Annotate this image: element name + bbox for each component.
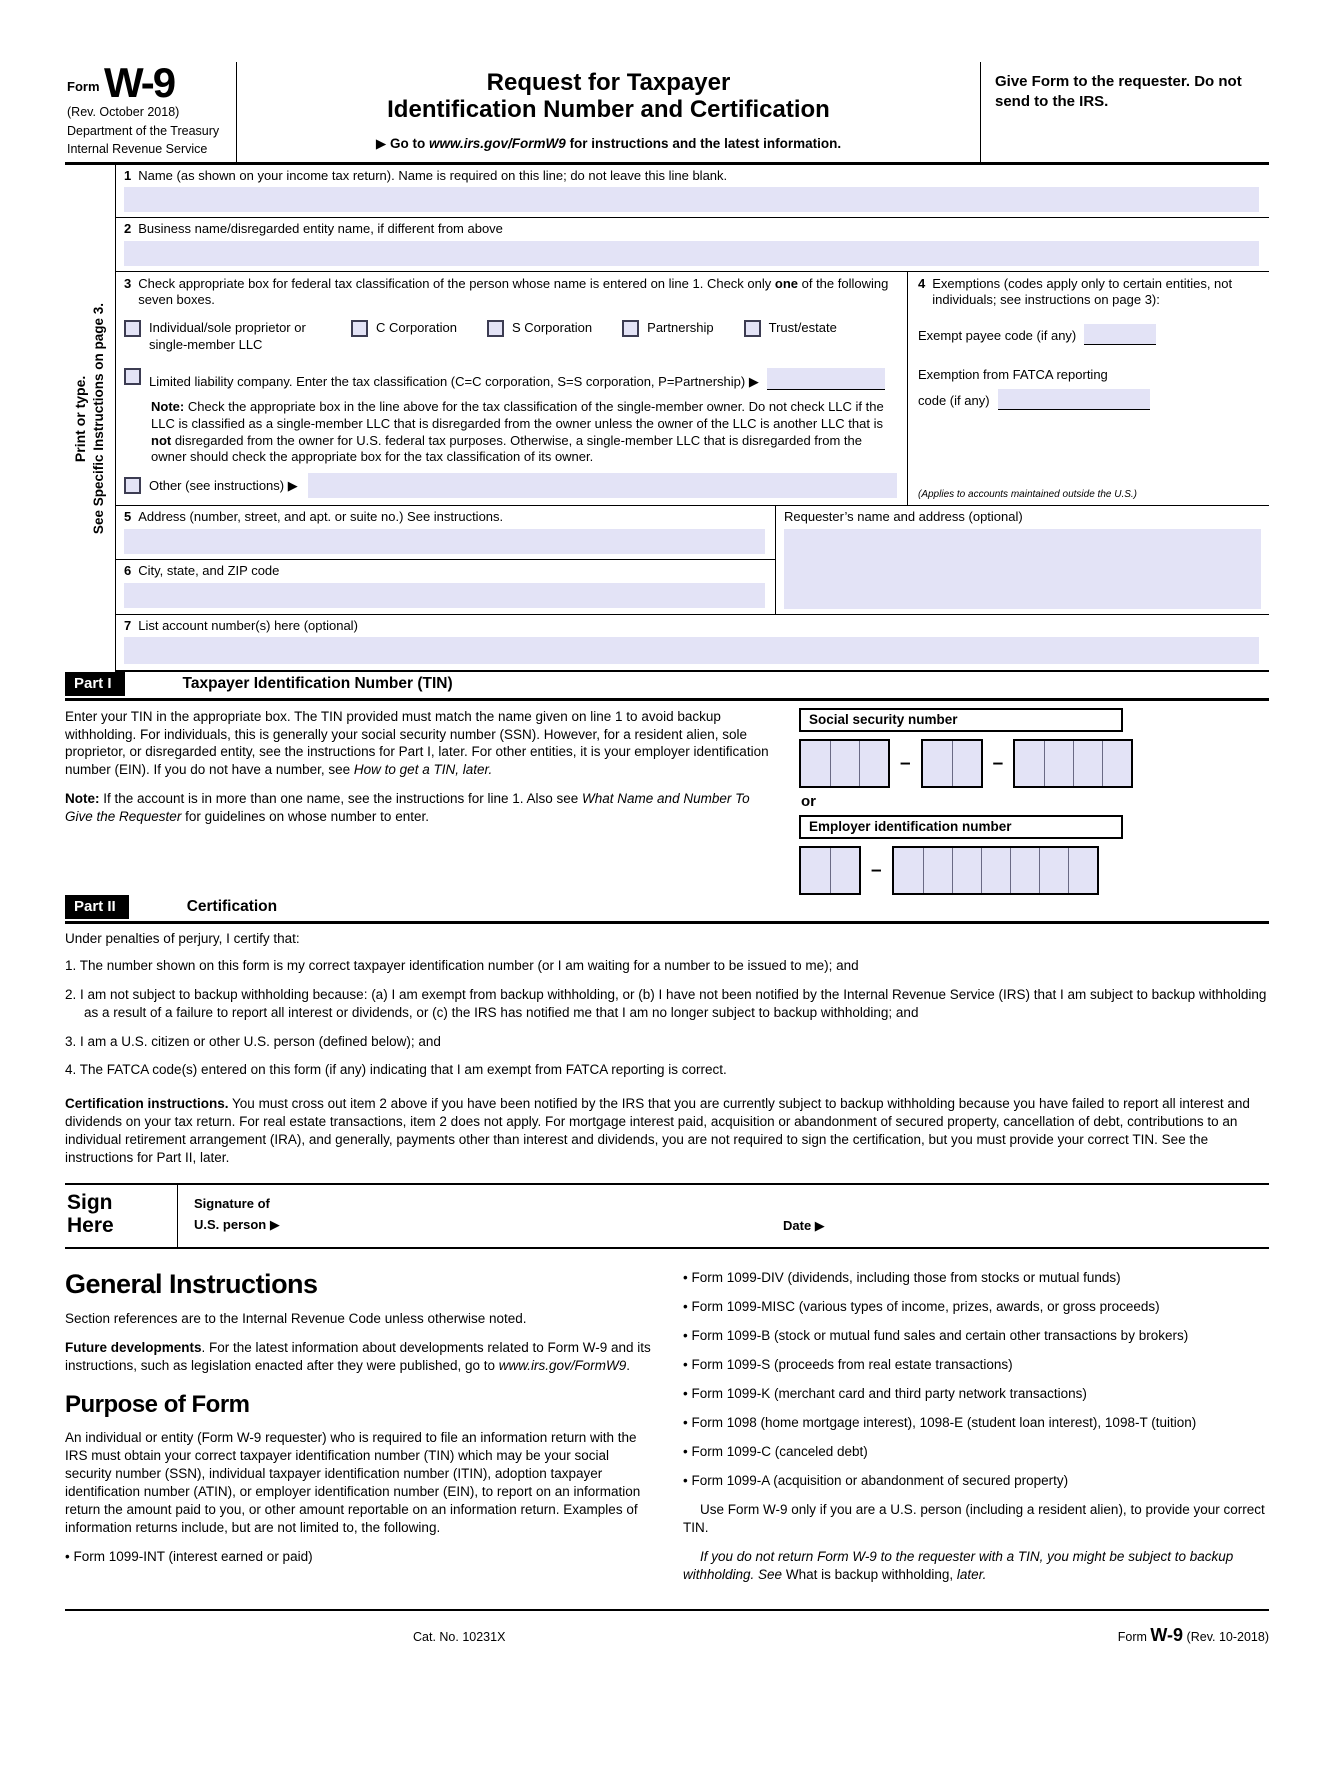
section-references-paragraph: Section references are to the Internal Revenue Code unless otherwise noted. [65, 1311, 527, 1327]
bullet-1099-k: • Form 1099-K (merchant card and third party network transactions) [683, 1386, 1087, 1402]
department-line2: Internal Revenue Service [67, 142, 208, 157]
checkbox-partnership[interactable] [622, 320, 639, 337]
form-title-block [237, 62, 981, 162]
form-revision: (Rev. October 2018) [67, 105, 180, 119]
checkbox-trust-estate[interactable] [744, 320, 761, 337]
irs-url: www.irs.gov/FormW9 [429, 135, 566, 151]
catalog-number: Cat. No. 10231X [413, 1629, 506, 1644]
other-label: Other (see instructions) ▶ [149, 477, 298, 493]
ssn-input [799, 739, 1269, 788]
w9-form-page [65, 59, 1269, 1646]
main-fields-area [65, 165, 1269, 672]
use-form-paragraph: Use Form W-9 only if you are a U.S. person (including a resident alien), to provide your correct TIN. [683, 1502, 1265, 1535]
ein-digit-cell[interactable] [801, 848, 830, 893]
ein-digit-cell[interactable] [1068, 848, 1097, 893]
certification-intro: Under penalties of perjury, I certify that: [65, 931, 300, 947]
trust-estate-label: Trust/estate [768, 320, 837, 336]
bullet-1099-s: • Form 1099-S (proceeds from real estate transactions) [683, 1357, 1013, 1373]
llc-label: Limited liability company. Enter the tax classification (C=C corporation, S=S corporation, P=Partnership) ▶ [149, 373, 759, 389]
checkbox-llc[interactable] [124, 368, 141, 385]
ssn-digit-cell[interactable] [1073, 741, 1102, 786]
ssn-group1 [799, 739, 890, 788]
see-instructions-label: See Specific Instructions on page 3. [91, 302, 107, 535]
partnership-option [622, 320, 713, 353]
checkbox-s-corporation[interactable] [487, 320, 504, 337]
exempt-payee-line [918, 324, 1259, 345]
s-corporation-label: S Corporation [511, 320, 593, 336]
department-line1: Department of the Treasury [67, 123, 220, 138]
bullet-1099-b: • Form 1099-B (stock or mutual fund sales and certain other transactions by brokers) [683, 1328, 1189, 1344]
ein-digit-cell[interactable] [830, 848, 859, 893]
part2-body [65, 931, 1269, 1166]
classification-checkbox-row [124, 320, 897, 353]
ssn-digit-cell[interactable] [923, 741, 952, 786]
ssn-group3 [1013, 739, 1133, 788]
ein-digit-cell[interactable] [923, 848, 952, 893]
ein-input [799, 846, 1269, 895]
line3-label: Check appropriate box for federal tax classification of the person whose name is entered on line 1. Check only one of the following seven boxes. [138, 276, 889, 307]
name-input[interactable] [124, 187, 1259, 212]
ein-digit-cell[interactable] [1039, 848, 1068, 893]
part1-tag: Part I [65, 672, 125, 696]
c-corporation-option [351, 320, 457, 353]
backup-withholding-paragraph: If you do not return Form W-9 to the requester with a TIN, you might be subject to backup withholding. See What is backup withholding, later. [683, 1548, 1234, 1582]
date-label: Date ▶ [783, 1218, 825, 1234]
purpose-paragraph: An individual or entity (Form W-9 requester) who is required to file an information return with the IRS must obtain your correct taxpayer identification number (TIN) which may be your social security number (SSN), individual taxpayer identification number (ITIN), adoption taxpayer identification number (ATIN), or employer identification number (EIN), to report on an information return the amount paid to you, or other amount reportable on an information return. Examples of information returns include, but are not limited to, the following. [65, 1430, 641, 1536]
certification-instructions: Certification instructions. You must cross out item 2 above if you have been notified by the IRS that you are currently subject to backup withholding because you have failed to report all interest and dividends on your tax return. For real estate transactions, item 2 does not apply. For mortgage interest paid, acquisition or abandonment of secured property, cancellation of debt, contributions to an individual retirement arrangement (IRA), and generally, payments other than interest and dividends, you are not required to sign the certification, but you must provide your correct TIN. See the instructions for Part II, later. [65, 1096, 1250, 1165]
give-form-note: Give Form to the requester. Do not send to the IRS. [995, 73, 1242, 110]
requester-label: Requester’s name and address (optional) [784, 509, 1023, 525]
line3-cell [116, 272, 907, 505]
sign-here-label: Sign Here [67, 1191, 114, 1238]
print-or-type-label: Print or type. [72, 375, 89, 462]
checkbox-individual[interactable] [124, 320, 141, 337]
part2-title: Certification [186, 898, 278, 916]
applies-note: (Applies to accounts maintained outside the U.S.) [918, 489, 1138, 501]
instructions-right-column [683, 1269, 1269, 1594]
address-column [116, 506, 775, 613]
address-input[interactable] [124, 529, 765, 554]
fatca-code-input[interactable] [998, 389, 1150, 410]
certification-item-2: 2. I am not subject to backup withholding because: (a) I am exempt from backup withholding, or (b) I have not been notified by the Internal Revenue Service (IRS) that I am subject to backup withholding as a result of a failure to report all interest or dividends, or (c) the IRS has notified me that I am no longer subject to backup withholding; and [65, 986, 1267, 1020]
ssn-digit-cell[interactable] [830, 741, 859, 786]
general-instructions-title: General Instructions [65, 1269, 318, 1300]
line2-row [116, 218, 1269, 272]
or-label: or [801, 793, 816, 811]
bullet-1099-int: • Form 1099-INT (interest earned or paid) [65, 1548, 313, 1564]
sign-here-section [65, 1183, 1269, 1249]
line5-number: 5 [124, 509, 132, 525]
ein-dash: – [871, 859, 882, 881]
ssn-dash: – [992, 752, 1004, 774]
ssn-label: Social security number [799, 708, 1123, 732]
form-header [65, 59, 1269, 165]
requester-cell [775, 506, 1269, 613]
city-state-zip-input[interactable] [124, 583, 765, 608]
ssn-digit-cell[interactable] [1102, 741, 1131, 786]
general-instructions-section [65, 1269, 1269, 1594]
ein-group1 [799, 846, 861, 895]
requester-input[interactable] [784, 529, 1261, 608]
footer-form-id: Form W-9 (Rev. 10-2018) [1117, 1624, 1269, 1645]
form-title-line2: Identification Number and Certification [387, 95, 830, 123]
signature-area[interactable] [177, 1185, 783, 1247]
ssn-digit-cell[interactable] [801, 741, 830, 786]
line3-number: 3 [124, 276, 132, 292]
partnership-label: Partnership [647, 320, 714, 336]
fatca-line [918, 367, 1259, 410]
line2-number: 2 [124, 221, 132, 237]
s-corporation-option [487, 320, 592, 353]
bullet-1099-div: • Form 1099-DIV (dividends, including those from stocks or mutual funds) [683, 1270, 1121, 1286]
signature-label-line2: U.S. person ▶ [194, 1216, 280, 1232]
line5-label: Address (number, street, and apt. or suite no.) See instructions. [138, 509, 504, 525]
bullet-1098: • Form 1098 (home mortgage interest), 1098-E (student loan interest), 1098-T (tuition) [683, 1415, 1197, 1431]
form-word: Form [67, 79, 100, 94]
arrow-right-icon: ▶ Go to [375, 135, 430, 151]
tin-paragraph: Enter your TIN in the appropriate box. The TIN provided must match the name given on line 1 to avoid backup withholding. For individuals, this is generally your social security number (SSN). However, for a resident alien, sole proprietor, or disregarded entity, see the instructions for Part I, later. For other entities, it is your employer identification number (EIN). If you do not have a number, see How to get a TIN, later. [65, 709, 769, 777]
ssn-digit-cell[interactable] [1015, 741, 1044, 786]
checkbox-c-corporation[interactable] [351, 320, 368, 337]
line6-row [116, 560, 775, 614]
part1-title: Taxpayer Identification Number (TIN) [182, 675, 453, 693]
line7-label: List account number(s) here (optional) [138, 617, 358, 633]
line4-label: Exemptions (codes apply only to certain entities, not individuals; see instructions on page 3): [932, 276, 1233, 307]
part2-tag: Part II [65, 895, 129, 919]
page-footer [65, 1609, 1269, 1646]
ssn-digit-cell[interactable] [952, 741, 981, 786]
exempt-payee-input[interactable] [1084, 324, 1156, 345]
form-title-line1: Request for Taxpayer [486, 69, 731, 96]
ein-digit-cell[interactable] [1010, 848, 1039, 893]
purpose-of-form-title: Purpose of Form [65, 1391, 250, 1419]
line4-cell [907, 272, 1269, 505]
instructions-left-column [65, 1269, 655, 1594]
line1-row [116, 165, 1269, 219]
date-area[interactable] [783, 1185, 1269, 1247]
print-or-type-vertical-text [71, 303, 108, 534]
line6-number: 6 [124, 562, 132, 578]
ein-digit-cell[interactable] [894, 848, 923, 893]
line4-number: 4 [918, 276, 926, 292]
bullet-1099-misc: • Form 1099-MISC (various types of income, prizes, awards, or gross proceeds) [683, 1299, 1160, 1315]
ssn-group2 [921, 739, 983, 788]
line5-row [116, 506, 775, 560]
classification-section [116, 272, 1269, 506]
fatca-label-line1: Exemption from FATCA reporting [918, 367, 1108, 383]
account-numbers-input[interactable] [124, 637, 1259, 664]
part1-body [65, 701, 1269, 895]
form-id-block [65, 59, 237, 162]
individual-label: Individual/sole proprietor or single-member LLC [149, 320, 306, 352]
ssn-digit-cell[interactable] [859, 741, 888, 786]
line2-label: Business name/disregarded entity name, if different from above [138, 221, 503, 237]
llc-note: Note: Check the appropriate box in the line above for the tax classification of the single-member owner. Do not check LLC if the LLC is classified as a single-member LLC that is disregarded from the owner unless the owner of the LLC is another LLC that is not disregarded from the owner for U.S. federal tax purposes. Otherwise, a single-member LLC that is disregarded from the owner should check the appropriate box for the tax classification of its owner. [151, 398, 884, 465]
fatca-label-line2: code (if any) [918, 393, 990, 409]
llc-classification-input[interactable] [767, 368, 885, 390]
left-sidebar [65, 165, 115, 672]
line1-label: Name (as shown on your income tax return). Name is required on this line; do not leave this line blank. [138, 167, 728, 183]
part1-header [65, 672, 1269, 701]
ein-group2 [892, 846, 1099, 895]
checkbox-other[interactable] [124, 477, 141, 494]
llc-option [124, 368, 897, 390]
line7-number: 7 [124, 617, 132, 633]
individual-option [124, 320, 321, 353]
tin-boxes [779, 708, 1269, 895]
other-input[interactable] [308, 473, 897, 498]
form-number: W-9 [103, 59, 175, 106]
ein-label: Employer identification number [799, 815, 1123, 839]
line1-number: 1 [124, 167, 132, 183]
part1-text [65, 708, 779, 895]
business-name-input[interactable] [124, 241, 1259, 266]
address-section [116, 506, 1269, 614]
bullet-1099-c: • Form 1099-C (canceled debt) [683, 1444, 868, 1460]
c-corporation-label: C Corporation [376, 320, 457, 336]
ein-digit-cell[interactable] [981, 848, 1010, 893]
certification-item-4: 4. The FATCA code(s) entered on this form (if any) indicating that I am exempt from FATCA reporting is correct. [65, 1062, 727, 1078]
signature-label-line1: Signature of [194, 1196, 270, 1212]
ein-digit-cell[interactable] [952, 848, 981, 893]
ssn-digit-cell[interactable] [1044, 741, 1073, 786]
tin-note: Note: If the account is in more than one name, see the instructions for line 1. Also see What Name and Number To Give the Requester for guidelines on whose number to enter. [65, 791, 750, 824]
goto-instruction: ▶ Go to www.irs.gov/FormW9 for instructions and the latest information. [375, 135, 842, 151]
trust-estate-option [744, 320, 837, 353]
certification-item-1: 1. The number shown on this form is my correct taxpayer identification number (or I am waiting for a number to be issued to me); and [65, 958, 859, 974]
form-fields-column [115, 165, 1269, 672]
line6-label: City, state, and ZIP code [138, 562, 280, 578]
line7-row [116, 615, 1269, 673]
certification-item-3: 3. I am a U.S. citizen or other U.S. person (defined below); and [65, 1033, 441, 1049]
part2-header [65, 895, 1269, 924]
exempt-payee-label: Exempt payee code (if any) [918, 328, 1077, 344]
ssn-dash: – [900, 752, 911, 774]
future-developments-paragraph: Future developments. For the latest information about developments related to Form W-9 and its instructions, such as legislation enacted after they were published, go to www.irs.gov/FormW9. [65, 1340, 651, 1374]
bullet-1099-a: • Form 1099-A (acquisition or abandonment of secured property) [683, 1473, 1069, 1489]
other-option [124, 473, 897, 498]
